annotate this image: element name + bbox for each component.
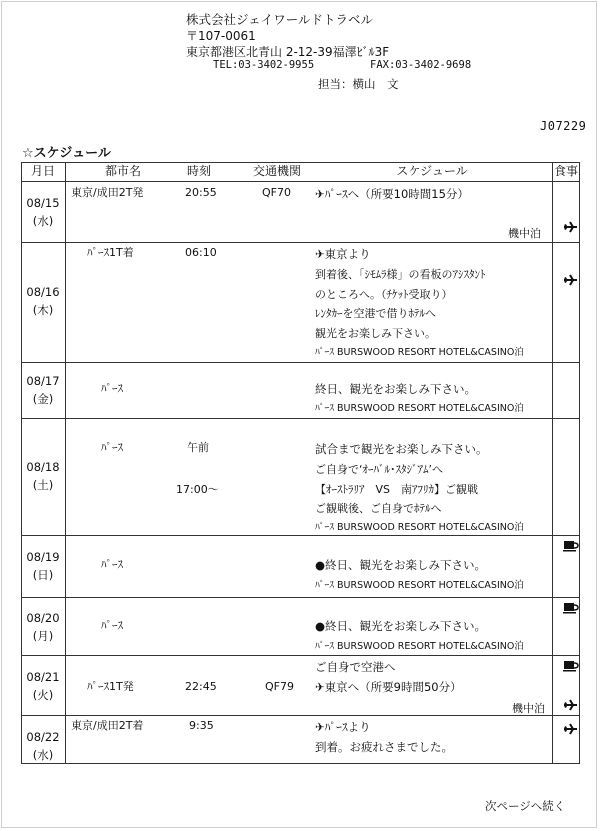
row-time: 午前 — [187, 441, 209, 454]
schedule-line: 到着。お疲れさまでした。 — [315, 740, 453, 754]
plane-icon — [561, 722, 580, 736]
row-divider — [21, 597, 580, 598]
schedule-line: ✈ﾊﾟｰｽより — [315, 720, 371, 734]
row-city: 東京/成田2T着 — [71, 719, 144, 732]
row-date: 08/20 (月) — [26, 611, 60, 643]
schedule-line: ✈東京より — [315, 247, 371, 261]
row-divider — [21, 715, 580, 716]
row-city: ﾊﾟｰｽ1T着 — [87, 246, 134, 259]
row-date: 08/17 (金) — [26, 374, 60, 406]
row-transport: QF70 — [262, 186, 291, 199]
company-name: 株式会社ジェイワールドトラベル — [186, 12, 374, 27]
row-date: 08/18 (土) — [26, 460, 60, 492]
column-divider — [552, 162, 553, 764]
coffee-cup-icon — [561, 600, 580, 614]
row-time: 9:35 — [189, 719, 214, 732]
contact-person: 担当：横山 文 — [318, 77, 399, 91]
column-divider — [65, 162, 66, 764]
row-time: 22:45 — [185, 680, 217, 693]
schedule-line: ご自身で空港へ — [315, 660, 396, 674]
row-time: 20:55 — [185, 186, 217, 199]
continued-note: 次ページへ続く — [485, 799, 566, 813]
schedule-line: ﾊﾟｰｽ BURSWOOD RESORT HOTEL&CASINO泊 — [315, 580, 524, 591]
schedule-line: ﾊﾟｰｽ BURSWOOD RESORT HOTEL&CASINO泊 — [315, 403, 524, 414]
row-divider — [21, 655, 580, 656]
schedule-line: ●終日、観光をお楽しみ下さい。 — [315, 619, 487, 633]
document-id: J07229 — [540, 119, 587, 133]
row-divider — [21, 535, 580, 536]
row-date: 08/16 (木) — [26, 285, 60, 317]
row-date: 08/22 (水) — [26, 730, 60, 762]
schedule-table — [21, 162, 580, 764]
schedule-line: ●終日、観光をお楽しみ下さい。 — [315, 558, 487, 572]
header-transport: 交通機関 — [252, 164, 301, 178]
row-divider — [21, 362, 580, 363]
header-schedule: スケジュール — [396, 164, 468, 178]
row-date: 08/15 (水) — [26, 196, 60, 228]
row-stay: 機中泊 — [508, 227, 541, 240]
row-transport: QF79 — [265, 680, 294, 693]
header-city: 都市名 — [104, 164, 141, 178]
row-stay: 機中泊 — [512, 702, 545, 715]
plane-icon — [561, 698, 580, 712]
schedule-line: のところへ。（ﾁｹｯﾄ受取り） — [315, 288, 453, 301]
row-city: 東京/成田2T発 — [71, 186, 144, 199]
plane-icon — [561, 220, 580, 234]
row-divider — [21, 418, 580, 419]
company-block — [186, 12, 389, 60]
row-city: ﾊﾟｰｽ — [101, 382, 123, 395]
schedule-line: 到着後、「ｼﾓﾑﾗ様」の看板のｱｼｽﾀﾝﾄ — [315, 268, 486, 281]
schedule-line: 観光をお楽しみ下さい。 — [315, 327, 436, 340]
company-address: 東京都港区北青山 2-12-39福澤ﾋﾞﾙ3F — [186, 45, 390, 59]
row-time-secondary: 17:00～ — [176, 483, 219, 496]
tel-number: TEL:03-3402-9955 — [213, 59, 315, 71]
row-city: ﾊﾟｰｽ — [101, 558, 123, 571]
postal-code: 〒107-0061 — [186, 29, 256, 43]
row-city: ﾊﾟｰｽ — [101, 619, 123, 632]
schedule-line: 【ｵｰｽﾄﾗﾘｱ VS 南ｱﾌﾘｶ】ご観戦 — [315, 483, 479, 496]
schedule-line: ✈ﾊﾟｰｽへ（所要10時間15分） — [315, 187, 469, 201]
table-border-right — [579, 162, 580, 764]
plane-icon — [561, 273, 580, 287]
header-date: 月日 — [30, 164, 55, 178]
row-date: 08/21 (火) — [26, 670, 60, 702]
schedule-line: ﾊﾟｰｽ BURSWOOD RESORT HOTEL&CASINO泊 — [315, 347, 524, 358]
schedule-line: ✈東京へ（所要9時間50分） — [315, 680, 462, 694]
schedule-line: ご観戦後、ご自身でﾎﾃﾙへ — [315, 502, 442, 515]
section-title: ☆スケジュール — [22, 146, 111, 161]
schedule-line: ﾊﾟｰｽ BURSWOOD RESORT HOTEL&CASINO泊 — [315, 522, 524, 533]
schedule-line: ﾊﾟｰｽ BURSWOOD RESORT HOTEL&CASINO泊 — [315, 641, 524, 652]
schedule-line: ご自身で‘ｵｰﾊﾞﾙ･ｽﾀｼﾞｱﾑ’へ — [315, 463, 443, 476]
fax-number: FAX:03-3402-9698 — [370, 59, 472, 71]
schedule-line: 終日、観光をお楽しみ下さい。 — [315, 382, 476, 396]
row-city: ﾊﾟｰｽ — [101, 441, 123, 454]
row-divider — [21, 242, 580, 243]
schedule-line: ﾚﾝﾀｶｰを空港で借りﾎﾃﾙへ — [315, 307, 436, 320]
coffee-cup-icon — [561, 538, 580, 552]
table-border-bottom — [21, 763, 580, 764]
header-time: 時刻 — [186, 164, 211, 178]
row-city: ﾊﾟｰｽ1T発 — [87, 680, 134, 693]
row-time: 06:10 — [185, 246, 217, 259]
schedule-line: 試合まで観光をお楽しみ下さい。 — [315, 442, 488, 456]
header-meal: 食事 — [553, 164, 578, 178]
header-divider — [21, 181, 580, 182]
row-date: 08/19 (日) — [26, 550, 60, 582]
coffee-cup-icon — [561, 658, 580, 672]
